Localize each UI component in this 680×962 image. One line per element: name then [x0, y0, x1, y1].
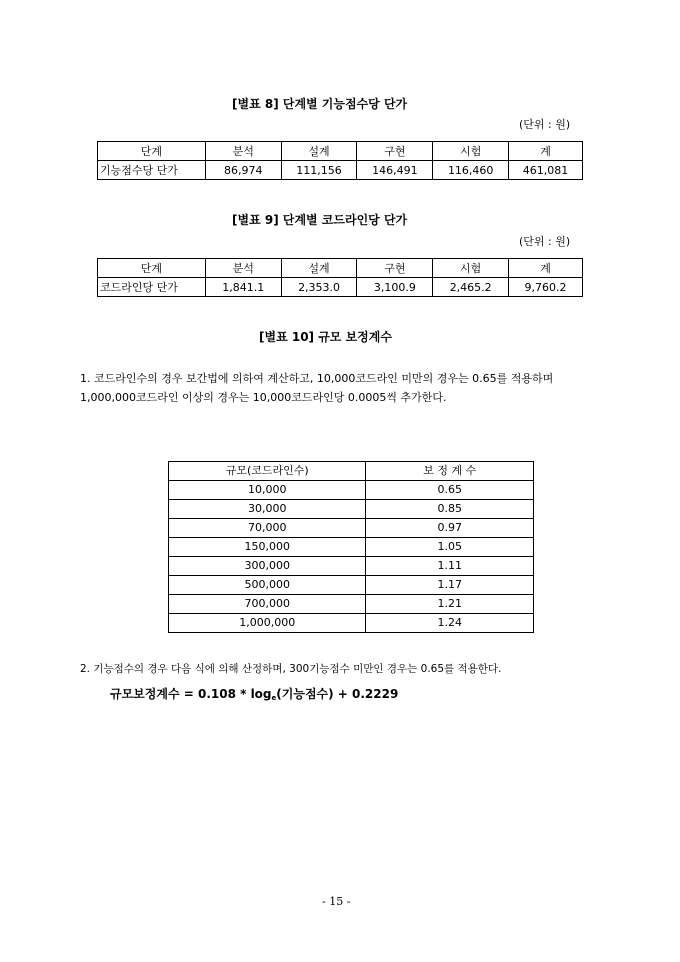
table-cell: 461,081 [509, 161, 583, 180]
formula-log-base: e [271, 694, 277, 702]
table-cell: 0.85 [366, 500, 534, 519]
table9 [97, 258, 583, 297]
table-cell: 150,000 [169, 538, 366, 557]
table-header-cell: 보 정 계 수 [366, 462, 534, 481]
table-cell: 1,000,000 [169, 614, 366, 633]
page-number: - 15 - [322, 895, 351, 908]
table-cell: 1.05 [366, 538, 534, 557]
table8 [97, 141, 583, 180]
table-cell: 86,974 [205, 161, 281, 180]
table8-caption: [별표 8] 단계별 기능점수당 단가 [232, 97, 408, 111]
table-cell: 2,353.0 [281, 278, 357, 297]
table-row [169, 481, 534, 500]
table-cell: 1.24 [366, 614, 534, 633]
table-cell: 0.65 [366, 481, 534, 500]
table-cell: 146,491 [357, 161, 433, 180]
table-cell: 2,465.2 [433, 278, 509, 297]
table8-header-row [98, 142, 583, 161]
paragraph-1 [80, 369, 590, 407]
paragraph-2: 2. 기능점수의 경우 다음 식에 의해 산정하며, 300기능점수 미만인 경우는 0.65를 적용한다. [80, 663, 502, 675]
table-cell: 0.97 [366, 519, 534, 538]
formula-eq: = 0.108 * log [183, 687, 272, 701]
table-cell: 700,000 [169, 595, 366, 614]
table-row [169, 576, 534, 595]
table-cell: 111,156 [281, 161, 357, 180]
table-header-cell: 계 [509, 259, 583, 278]
table-cell: 116,460 [433, 161, 509, 180]
scale-factor-table [168, 461, 534, 633]
table-cell: 300,000 [169, 557, 366, 576]
table-header-cell: 시험 [433, 142, 509, 161]
table-row [169, 614, 534, 633]
table-header-cell: 구현 [357, 259, 433, 278]
table-header-cell: 설계 [281, 142, 357, 161]
table9-unit: (단위 : 원) [519, 235, 571, 248]
table-cell: 코드라인당 단가 [98, 278, 206, 297]
table-header-cell: 설계 [281, 259, 357, 278]
table-row [98, 161, 583, 180]
table9-header-row [98, 259, 583, 278]
table-row [169, 557, 534, 576]
table-cell: 500,000 [169, 576, 366, 595]
scale-formula [110, 685, 398, 702]
table10-caption: [별표 10] 규모 보정계수 [259, 330, 392, 344]
paragraph-1-text: 1. 코드라인수의 경우 보간법에 의하여 계산하고, 10,000코드라인 미만의 경우는 0.65를 적용하며 1,000,000코드라인 이상의 경우는 10,000코드라인당 0.0005씩 추가한다. [80, 372, 554, 404]
table-cell: 3,100.9 [357, 278, 433, 297]
table-row [98, 278, 583, 297]
formula-rhs: (기능점수) + 0.2229 [276, 687, 399, 701]
table-header-cell: 구현 [357, 142, 433, 161]
table-header-cell: 계 [509, 142, 583, 161]
table-cell: 70,000 [169, 519, 366, 538]
table-header-cell: 단계 [98, 142, 206, 161]
table-header-cell: 분석 [205, 259, 281, 278]
formula-lhs: 규모보정계수 [110, 687, 180, 701]
table-cell: 9,760.2 [509, 278, 583, 297]
table-row [169, 519, 534, 538]
table9-caption: [별표 9] 단계별 코드라인당 단가 [232, 213, 408, 227]
table-row [169, 500, 534, 519]
table-cell: 10,000 [169, 481, 366, 500]
table8-unit: (단위 : 원) [519, 118, 571, 131]
table-header-cell: 규모(코드라인수) [169, 462, 366, 481]
table-row [169, 538, 534, 557]
table-cell: 1.17 [366, 576, 534, 595]
table-cell: 1.21 [366, 595, 534, 614]
scale-header-row [169, 462, 534, 481]
table-cell: 30,000 [169, 500, 366, 519]
table-cell: 1,841.1 [205, 278, 281, 297]
table-row [169, 595, 534, 614]
table-header-cell: 분석 [205, 142, 281, 161]
table-header-cell: 단계 [98, 259, 206, 278]
table-cell: 기능점수당 단가 [98, 161, 206, 180]
table-cell: 1.11 [366, 557, 534, 576]
table-header-cell: 시험 [433, 259, 509, 278]
